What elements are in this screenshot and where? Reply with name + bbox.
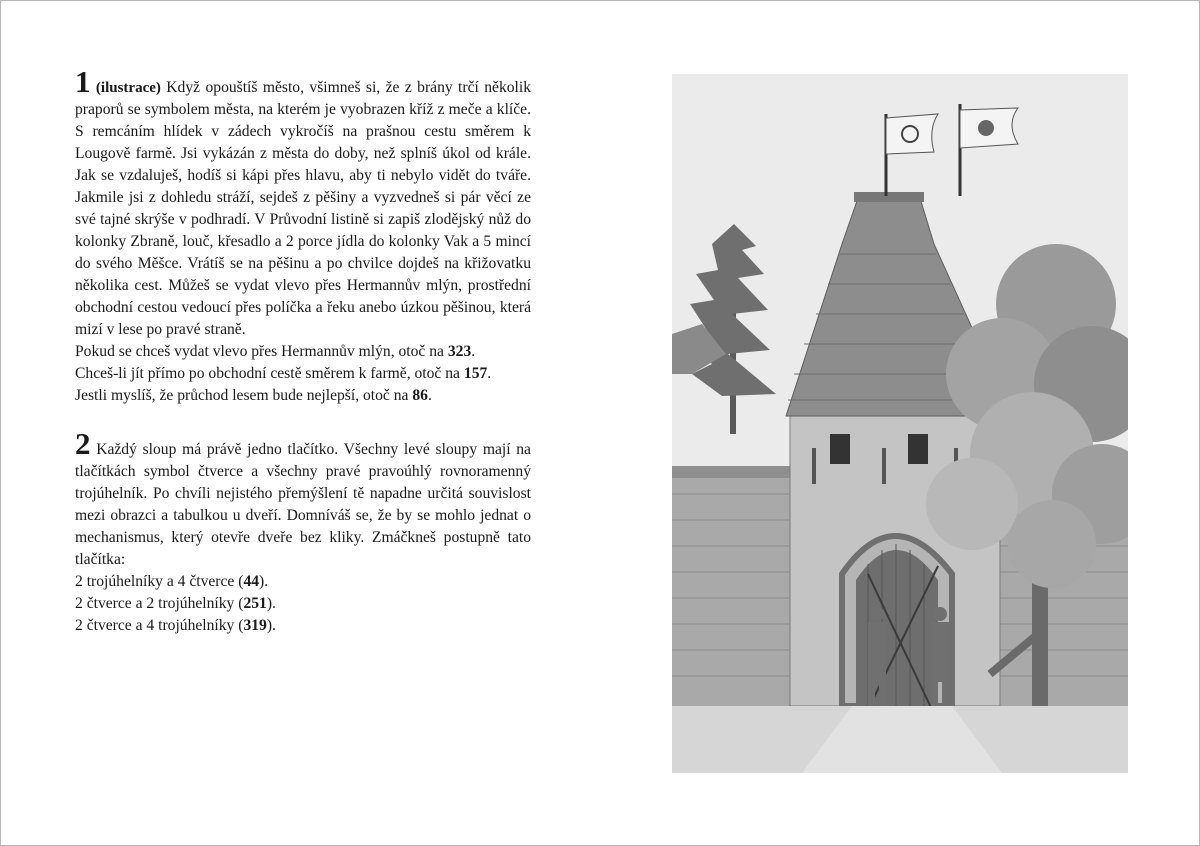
section-1-label: (ilustrace) [95,80,161,96]
section-1-number: 1 [75,64,91,99]
text-column [75,64,532,637]
section-2-option-3[interactable]: 2 čtverce a 4 trojúhelníky (319). [75,617,276,634]
gatehouse-illustration [672,74,1128,773]
choice-1-target[interactable]: 323 [447,343,472,360]
option-1-target[interactable]: 44 [243,573,260,590]
section-2-number: 2 [75,426,91,461]
tower-window-left [830,434,850,464]
section-2-body: Každý sloup má právě jedno tlačítko. Všechny levé sloupy mají na tlačítkách symbol čtverce a všechny pravé pravoúhlý rovnoramenný trojúhelník. Po chvíli nejistého přemýšlení tě napadne určitá souvislost mezi obrazci a tabulkou u dveří. Domníváš se, že by se mohlo jednat o mechanismus, který otevře dveře bez kliky. Zmáčkneš postupně tato tlačítka: [75,441,531,568]
section-1-choice-2[interactable]: Chceš-li jít přímo po obchodní cestě směrem k farmě, otoč na 157. [75,365,492,382]
section-1-choice-1[interactable]: Pokud se chceš vydat vlevo přes Hermannův mlýn, otoč na 323. [75,343,476,360]
choice-2-target[interactable]: 157 [463,365,488,382]
option-3-target[interactable]: 319 [243,617,267,634]
tower-window-right [908,434,928,464]
option-2-target[interactable]: 251 [243,595,267,612]
section-1-body: Když opouštíš město, všimneš si, že z brány trčí několik praporů se symbolem města, na kterém je vyobrazen kříž z meče a klíče. S remcáním hlídek v zádech vykročíš na prašnou cestu směrem k Lougově farmě. Jsi vykázán z města do doby, než splníš úkol od krále. Jak se vzdaluješ, hodíš si kápi přes hlavu, aby ti nebylo vidět do tváře. Jakmile jsi z dohledu stráží, sejdeš z pěšiny a vyzvedneš si pár věcí ze své tajné skrýše v podhradí. V Průvodní listině si zapiš zlodějský nůž do kolonky Zbraně, louč, křesadlo a 2 porce jídla do kolonky Vak a 5 mincí do svého Měšce. Vrátíš se na pěšinu a po chvilce dojdeš na křižovatku několika cest. Můžeš se vydat vlevo přes Hermannův mlýn, prostřední obchodní cestou vedoucí přes políčka a řeku anebo úzkou pěšinou, která mizí v lese po pravé straně. [75,79,532,338]
ground-path [672,706,1128,773]
section-2-option-2[interactable]: 2 čtverce a 2 trojúhelníky (251). [75,595,276,612]
choice-3-target[interactable]: 86 [412,387,428,404]
section-1-paragraph [75,64,532,341]
section-2-option-1[interactable]: 2 trojúhelníky a 4 čtverce (44). [75,573,269,590]
section-2-paragraph [75,426,531,571]
section-1-choice-3[interactable]: Jestli myslíš, že průchod lesem bude nejlepší, otoč na 86. [75,387,432,404]
section-gap [75,407,531,433]
